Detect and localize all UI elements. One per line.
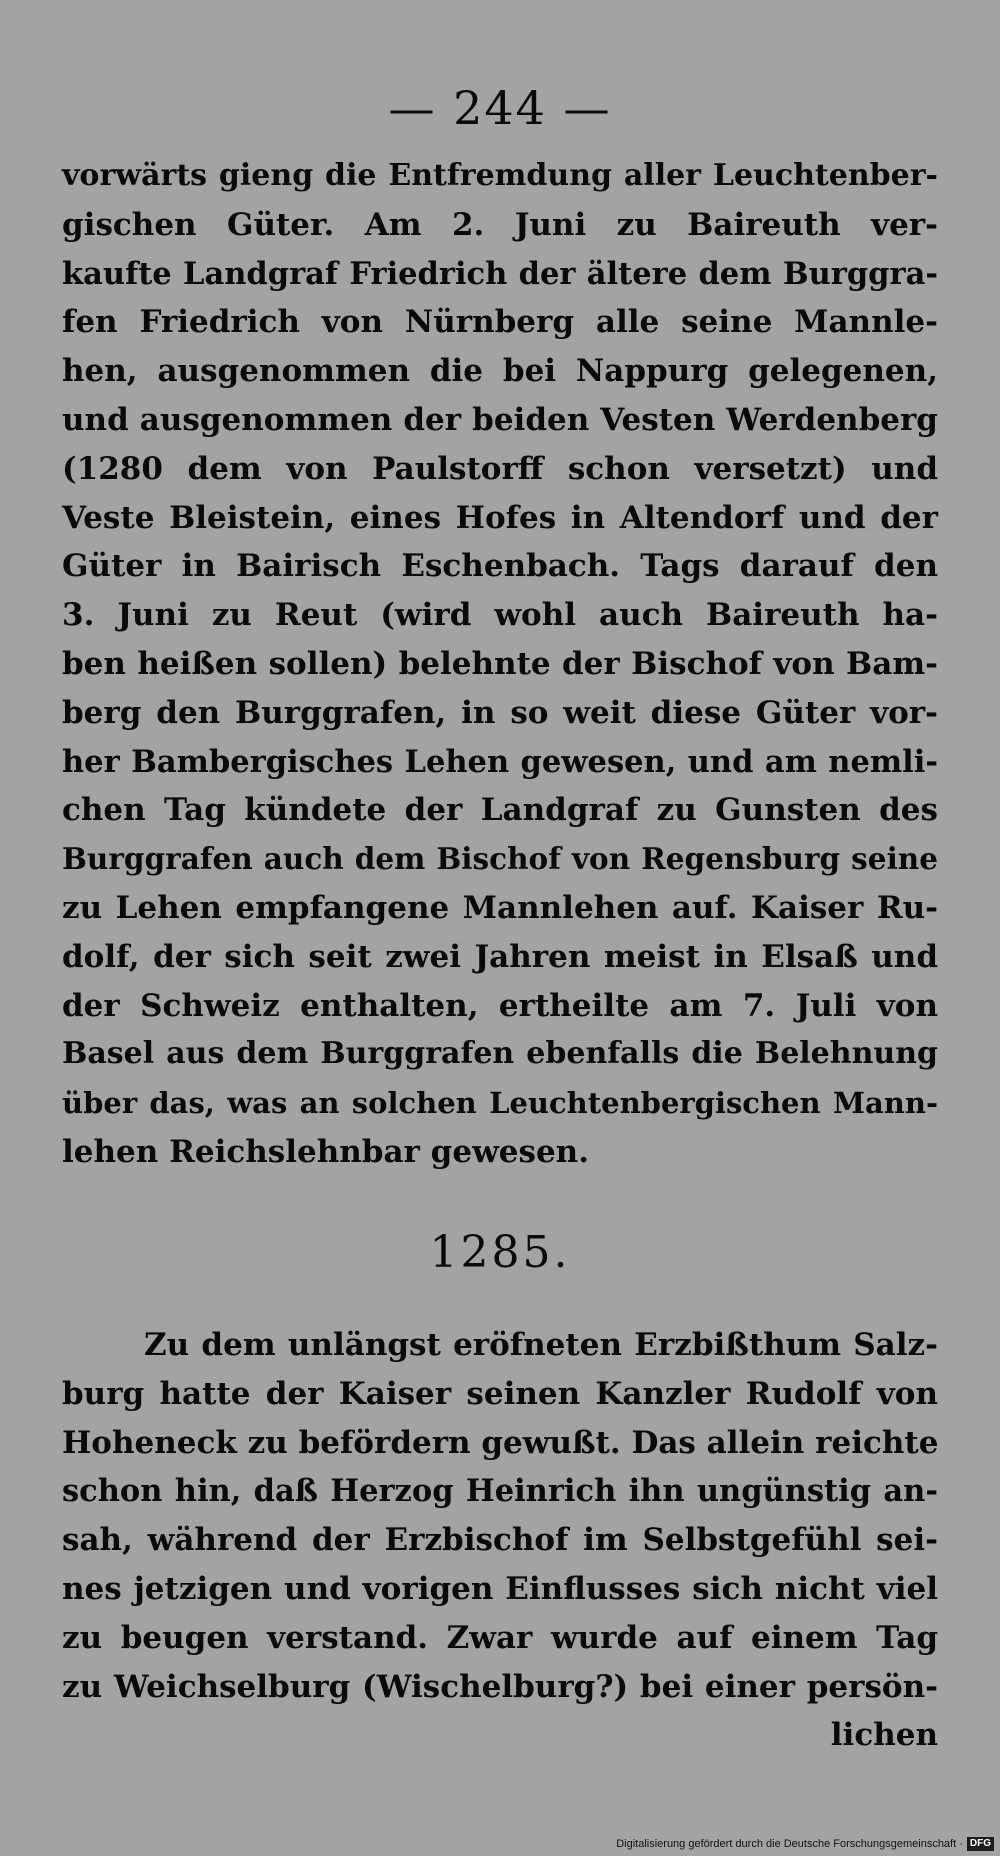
text-line: fen Friedrich von Nürnberg alle seine Mannle- [62, 304, 938, 341]
text-line: lehen Reichslehnbar gewesen. [62, 1133, 589, 1170]
text-line: sah, während der Erzbischof im Selbstgefühl sei- [62, 1522, 938, 1559]
text-line: zu Lehen empfangene Mannlehen auf. Kaiser Ru- [62, 889, 938, 926]
text-line: chen Tag kündete der Landgraf zu Gunsten des [62, 792, 938, 829]
text-line: Güter in Bairisch Eschenbach. Tags darauf den [62, 548, 938, 585]
text-line: dolf, der sich seit zwei Jahren meist in Elsaß und [62, 938, 938, 975]
text-line: über das, was an solchen Leuchtenbergischen Mann- [62, 1086, 938, 1121]
text-line: Veste Bleistein, eines Hofes in Altendorf und der [62, 499, 938, 536]
text-line: Zu dem unlängst eröfneten Erzbißthum Salz- [144, 1327, 938, 1363]
text-line: Hoheneck zu befördern gewußt. Das allein reichte [62, 1424, 939, 1461]
section-year-heading: 1285. [429, 1227, 571, 1278]
paragraph-2 [62, 1321, 938, 1760]
text-line: ben heißen sollen) belehnte der Bischof von Bam- [62, 645, 938, 682]
catchword: lichen [830, 1717, 938, 1754]
text-line: der Schweiz enthalten, ertheilte am 7. Juli von [62, 987, 938, 1024]
text-line: schon hin, daß Herzog Heinrich ihn ungünstig an- [62, 1473, 938, 1510]
text-line: und ausgenommen der beiden Vesten Werdenberg [62, 401, 938, 438]
text-line: kaufte Landgraf Friedrich der ältere dem Burggra- [62, 255, 938, 292]
text-line: (1280 dem von Paulstorff schon versetzt) und [62, 450, 938, 487]
text-line: Basel aus dem Burggrafen ebenfalls die Belehnung [62, 1036, 938, 1072]
text-line: nes jetzigen und vorigen Einflusses sich nicht viel [62, 1570, 938, 1607]
text-line: gischen Güter. Am 2. Juni zu Baireuth ver- [62, 206, 938, 243]
text-line: 3. Juni zu Reut (wird wohl auch Baireuth ha- [62, 597, 938, 634]
dfg-logo: DFG [967, 1837, 994, 1851]
text-line: burg hatte der Kaiser seinen Kanzler Rudolf von [62, 1375, 938, 1412]
text-line: Burggrafen auch dem Bischof von Regensburg seine [62, 841, 938, 877]
digitization-credit [616, 1836, 994, 1852]
text-line: zu beugen verstand. Zwar wurde auf einem Tag [62, 1619, 938, 1656]
text-line: vorwärts gieng die Entfremdung aller Leuchtenber- [62, 158, 938, 193]
text-line: berg den Burggrafen, in so weit diese Güter vor- [62, 694, 938, 731]
text-line: zu Weichselburg (Wischelburg?) bei einer persön- [62, 1668, 938, 1705]
text-line: her Bambergisches Lehen gewesen, und am nemli- [62, 743, 938, 780]
text-line: hen, ausgenommen die bei Nappurg gelegenen, [62, 353, 938, 390]
page-number: — 244 — [388, 81, 612, 135]
paragraph-1 [62, 152, 938, 1177]
credit-text: Digitalisierung gefördert durch die Deutsche Forschungsgemeinschaft · [616, 1838, 963, 1850]
